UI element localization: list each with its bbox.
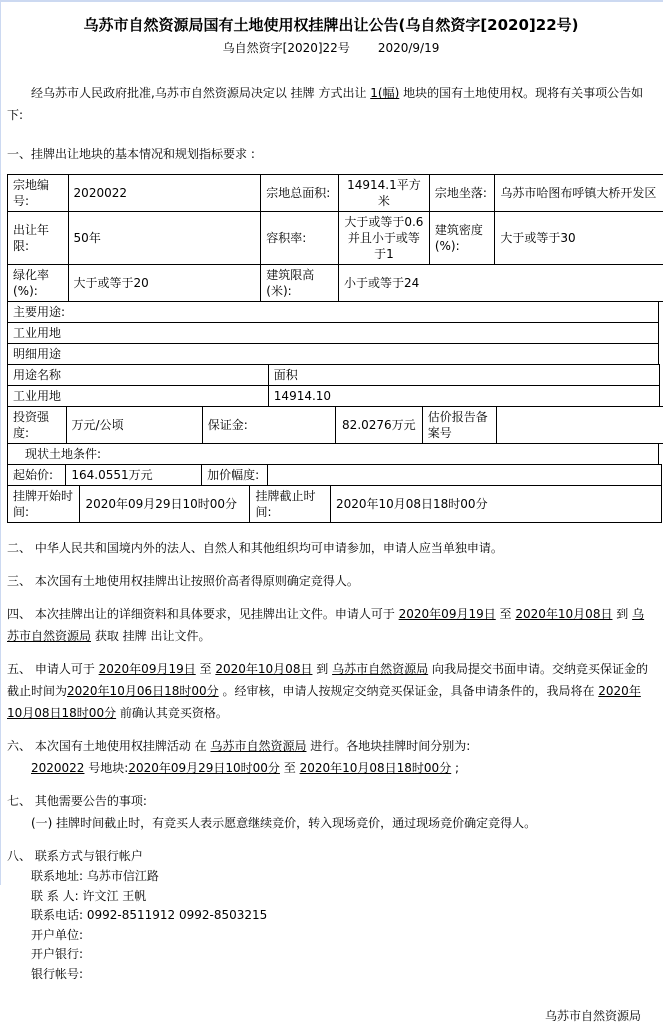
table-row	[8, 344, 659, 365]
text-run: 号地块:	[84, 761, 128, 775]
table-cell: 挂牌截止时间:	[250, 486, 330, 523]
table-cell: 挂牌开始时间:	[8, 486, 80, 523]
parcel-basic-table	[7, 174, 655, 302]
table-cell: 14914.10	[268, 386, 659, 407]
table-cell: 宗地坐落:	[429, 175, 495, 212]
table-row	[8, 365, 660, 386]
table-cell: 加价幅度:	[202, 465, 267, 486]
underlined-text: 2020年09月19日	[399, 607, 496, 621]
doc-date: 2020/9/19	[378, 41, 440, 55]
text-run: 。经审核，申请人按规定交纳竞买保证金，具备申请条件的，我局将在	[219, 684, 599, 698]
land-condition-table	[7, 443, 655, 465]
table-cell: 2020年10月08日18时00分	[330, 486, 661, 523]
table-row	[8, 386, 660, 407]
text-run: 三、 本次国有土地使用权挂牌出让按照价高者得原则确定竞得人。	[7, 574, 359, 588]
table-cell: 2020022	[68, 175, 261, 212]
underlined-text: 2020年10月08日	[515, 607, 612, 621]
table-cell	[267, 465, 661, 486]
text-run: 银行帐号:	[31, 967, 83, 981]
table-cell: 宗地编号:	[8, 175, 69, 212]
text-run: 八、 联系方式与银行帐户	[7, 849, 143, 863]
section-6-parcel-time	[31, 757, 655, 779]
table-cell: 工业用地	[8, 323, 659, 344]
underlined-text: 1(幅)	[370, 86, 399, 100]
text-run: 地块的国有土地使用权。现将有关事项公告如下:	[7, 86, 643, 122]
table-cell: 绿化率(%):	[8, 265, 69, 302]
table-cell: 投资强度:	[8, 407, 67, 444]
underlined-text: 乌苏市自然资源局	[210, 739, 306, 753]
table-cell: 主要用途:	[8, 302, 659, 323]
announcement-page	[1, 15, 663, 1026]
underlined-text: 2020年10月08日	[215, 662, 312, 676]
contact-phone	[31, 906, 655, 926]
start-price-table	[7, 464, 655, 486]
table-row	[8, 323, 659, 344]
table-cell: 宗地总面积:	[261, 175, 339, 212]
text-run: 五、 申请人可于	[7, 662, 99, 676]
table-cell: 建筑密度(%):	[429, 212, 495, 265]
table-row	[8, 407, 663, 444]
text-run: 四、 本次挂牌出让的详细资料和具体要求，见挂牌出让文件。申请人可于	[7, 607, 399, 621]
table-cell	[497, 407, 663, 444]
text-run: 二、 中华人民共和国境内外的法人、自然人和其他组织均可申请参加，申请人应当单独申请。	[7, 541, 503, 555]
table-cell: 14914.1平方米	[339, 175, 430, 212]
underlined-text: 2020年09月29日10时00分	[128, 761, 280, 775]
text-run: 获取 挂牌 出让文件。	[91, 629, 210, 643]
table-cell: 用途名称	[8, 365, 269, 386]
table-cell: 大于或等于30	[495, 212, 663, 265]
text-run: (一) 挂牌时间截止时，有竞买人表示愿意继续竞价，转入现场竞价，通过现场竞价确定竞得人。	[31, 816, 536, 830]
table-cell: 小于或等于24	[339, 265, 663, 302]
text-run: 联 系 人: 许文江 王帆	[31, 889, 146, 903]
doc-number: 乌自然资字[2020]22号	[223, 41, 350, 55]
land-use-table	[7, 301, 655, 365]
text-run: 联系地址: 乌苏市信江路	[31, 869, 159, 883]
table-cell: 工业用地	[8, 386, 269, 407]
text-run: 至	[280, 761, 300, 775]
table-cell: 起始价:	[8, 465, 66, 486]
underlined-text: 2020年09月19日	[99, 662, 196, 676]
underlined-text: 2020022	[31, 761, 84, 775]
section-5	[7, 658, 655, 724]
data-table	[7, 464, 662, 486]
section-1-heading	[7, 143, 655, 165]
table-cell: 万元/公顷	[66, 407, 202, 444]
text-run: 一、挂牌出让地块的基本情况和规划指标要求 :	[7, 147, 255, 161]
section-7	[7, 790, 655, 812]
table-cell: 164.0551万元	[66, 465, 202, 486]
section-6	[7, 735, 655, 757]
table-cell: 50年	[68, 212, 261, 265]
contact-person	[31, 887, 655, 907]
listing-time-table	[7, 485, 655, 523]
section-4	[7, 603, 655, 647]
parcel-table-group	[7, 174, 655, 523]
text-run: 六、 本次国有土地使用权挂牌活动 在	[7, 739, 210, 753]
account-unit	[31, 926, 655, 946]
section-2	[7, 537, 655, 559]
text-run: 前确认其竞买资格。	[116, 706, 228, 720]
underlined-text: 2020年10月08日18时00分	[7, 684, 641, 720]
data-table	[7, 301, 659, 365]
account-bank	[31, 945, 655, 965]
data-table	[7, 406, 663, 444]
text-run: 至	[496, 607, 516, 621]
table-cell: 82.0276万元	[335, 407, 422, 444]
data-table	[7, 174, 663, 302]
text-run: 向我局提交书面申请。交纳竞买保证金的截止时间为	[7, 662, 648, 698]
table-cell: 现状土地条件:	[8, 444, 659, 465]
table-cell: 面积	[268, 365, 659, 386]
text-run: 七、 其他需要公告的事项:	[7, 794, 147, 808]
use-area-table	[7, 364, 655, 407]
section-7-item-1	[31, 812, 655, 834]
table-cell: 保证金:	[202, 407, 335, 444]
section-8	[7, 845, 655, 867]
table-cell: 明细用途	[8, 344, 659, 365]
text-run: 到	[612, 607, 632, 621]
contact-address	[31, 867, 655, 887]
text-run: ;	[451, 761, 459, 775]
table-cell: 大于或等于20	[68, 265, 261, 302]
text-run: 进行。各地块挂牌时间分别为:	[306, 739, 470, 753]
text-run: 经乌苏市人民政府批准,乌苏市自然资源局决定以 挂牌 方式出让	[31, 86, 370, 100]
text-run: 联系电话: 0992-8511912 0992-8503215	[31, 908, 267, 922]
data-table	[7, 443, 659, 465]
table-row	[8, 265, 663, 302]
data-table	[7, 485, 662, 523]
table-row	[8, 302, 659, 323]
text-run: 开户银行:	[31, 947, 83, 961]
table-row	[8, 444, 659, 465]
issuer-signature: 乌苏市自然资源局	[7, 1006, 655, 1026]
table-row	[8, 465, 662, 486]
text-run: 至	[196, 662, 216, 676]
text-run: 到	[312, 662, 332, 676]
doc-meta	[7, 39, 655, 56]
data-table	[7, 364, 660, 407]
underlined-text: 乌苏市自然资源局	[332, 662, 428, 676]
table-cell: 大于或等于0.6并且小于或等于1	[339, 212, 430, 265]
underlined-text: 2020年10月08日18时00分	[300, 761, 452, 775]
table-row	[8, 486, 662, 523]
investment-deposit-table	[7, 406, 655, 444]
table-cell: 建筑限高(米):	[261, 265, 339, 302]
underlined-text: 乌苏市自然资源局	[7, 607, 644, 643]
text-run: 开户单位:	[31, 928, 83, 942]
underlined-text: 2020年10月06日18时00分	[67, 684, 219, 698]
table-cell: 出让年限:	[8, 212, 69, 265]
intro-paragraph	[7, 82, 655, 126]
page-title: 乌苏市自然资源局国有土地使用权挂牌出让公告(乌自然资字[2020]22号)	[7, 15, 655, 35]
table-cell: 2020年09月29日10时00分	[80, 486, 250, 523]
table-cell: 乌苏市哈图布呼镇大桥开发区	[495, 175, 663, 212]
table-row	[8, 212, 663, 265]
table-row	[8, 175, 663, 212]
section-3	[7, 570, 655, 592]
account-number	[31, 965, 655, 985]
table-cell: 容积率:	[261, 212, 339, 265]
table-cell: 估价报告备案号	[422, 407, 497, 444]
